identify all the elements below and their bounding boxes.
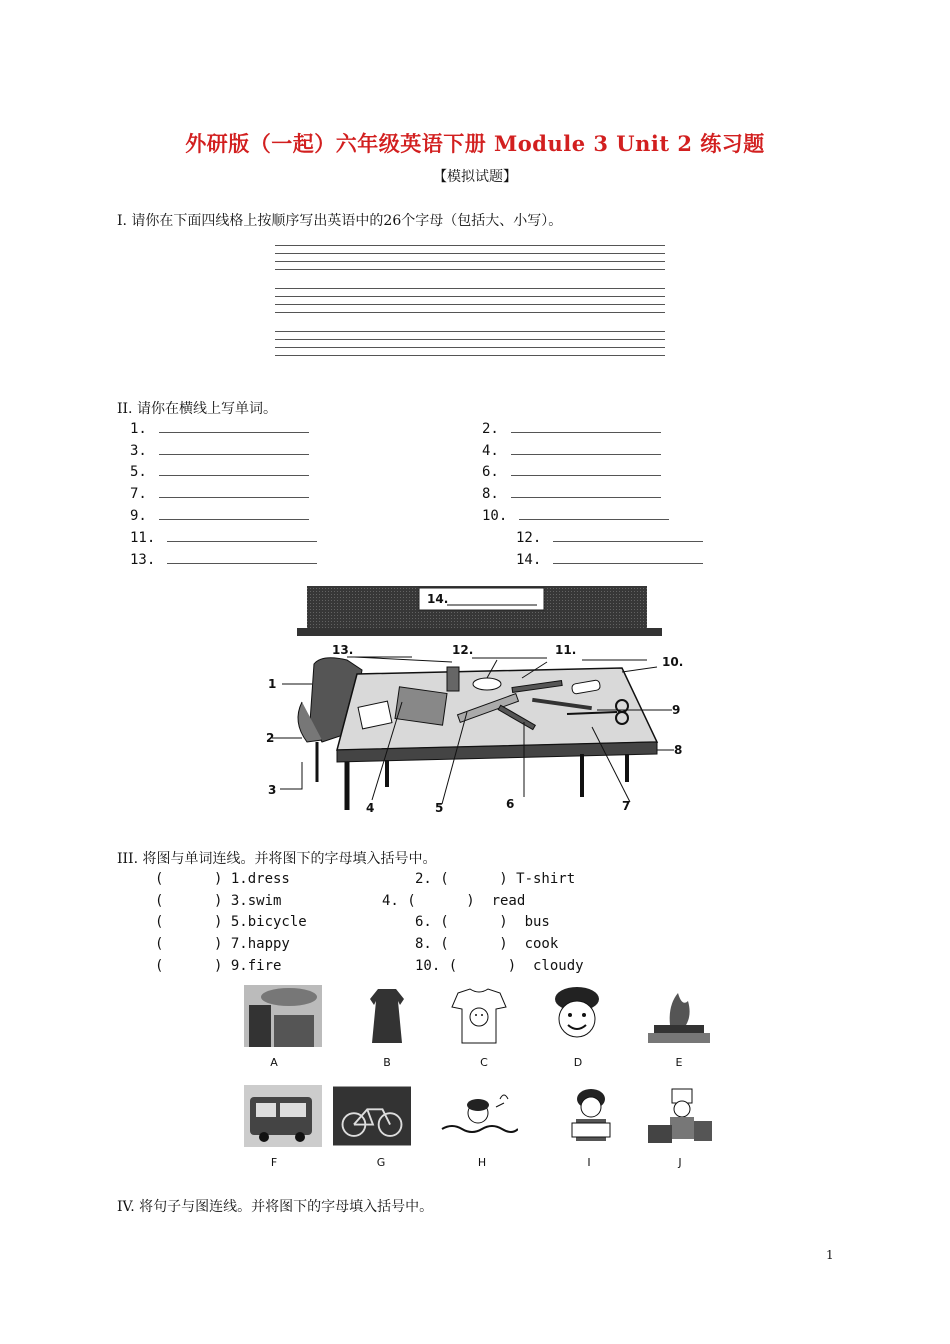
illus-label: 6 (506, 797, 515, 811)
illus-label: 14. (427, 592, 449, 606)
page-number: 1 (826, 1248, 834, 1262)
blank-item[interactable]: 9. (130, 507, 309, 524)
grid-line (275, 355, 665, 356)
blank-item[interactable]: 6. (482, 463, 661, 480)
page-title: 外研版（一起）六年级英语下册 Module 3 Unit 2 练习题 (185, 131, 765, 156)
match-item[interactable]: ( ) 7.happy (155, 936, 290, 952)
blank-item[interactable]: 2. (482, 420, 661, 437)
picture-label: J (678, 1156, 682, 1169)
picture-label: I (587, 1156, 591, 1169)
grid-line (275, 347, 665, 348)
grid-line (275, 312, 665, 313)
match-item[interactable]: ( ) 1.dress (155, 871, 290, 887)
picture-read (552, 1085, 630, 1147)
illus-label: 7 (622, 799, 631, 813)
picture-bus (244, 1085, 322, 1147)
illus-label: 12. (452, 643, 474, 657)
picture-fire (640, 985, 718, 1047)
match-item[interactable]: ( ) 5.bicycle (155, 914, 307, 930)
picture-label: C (480, 1056, 488, 1069)
illus-label: 9 (672, 703, 681, 717)
grid-line (275, 245, 665, 246)
match-item[interactable]: 4. ( ) read (382, 893, 526, 909)
match-item[interactable]: 8. ( ) cook (415, 936, 559, 952)
illus-label: 1 (268, 677, 277, 691)
illus-label: 8 (674, 743, 683, 757)
chalk-ledge (297, 628, 662, 636)
picture-cloudy (244, 985, 322, 1047)
picture-label: F (270, 1156, 278, 1169)
blank-item[interactable]: 4. (482, 442, 661, 459)
grid-line (275, 261, 665, 262)
illus-label: 11. (555, 643, 577, 657)
section2-heading: II. 请你在横线上写单词。 (117, 401, 277, 417)
picture-happy (538, 985, 616, 1047)
picture-label: H (477, 1156, 487, 1169)
match-item[interactable]: 2. ( ) T-shirt (415, 871, 576, 887)
section3-heading: III. 将图与单词连线。并将图下的字母填入括号中。 (117, 851, 437, 867)
grid-line (275, 296, 665, 297)
blank-item[interactable]: 12. (516, 529, 703, 546)
illus-label: 5 (435, 801, 444, 814)
grid-line (275, 331, 665, 332)
picture-label: D (573, 1056, 583, 1069)
illus-label: 13. (332, 643, 354, 657)
blank-item[interactable]: 7. (130, 485, 309, 502)
illus-label: 10. (662, 655, 684, 669)
blank-item[interactable]: 5. (130, 463, 309, 480)
grid-line (275, 269, 665, 270)
grid-line (275, 339, 665, 340)
page-subtitle: 【模拟试题】 (433, 169, 517, 185)
match-item[interactable]: ( ) 3.swim (155, 893, 282, 909)
grid-line (275, 304, 665, 305)
picture-cook (640, 1085, 718, 1147)
illus-label: 4 (366, 801, 375, 814)
blank-item[interactable]: 11. (130, 529, 317, 546)
picture-dress (348, 985, 426, 1047)
eraser (473, 678, 501, 690)
picture-label: E (675, 1056, 683, 1069)
picture-t-shirt (440, 985, 518, 1047)
classroom-illustration (262, 582, 698, 814)
picture-label: B (383, 1056, 391, 1069)
section1-heading: I. 请你在下面四线格上按顺序写出英语中的26个字母（包括大、小写）。 (117, 213, 563, 229)
picture-bicycle (333, 1085, 411, 1147)
blank-item[interactable]: 10. (482, 507, 669, 524)
picture-label: G (376, 1156, 386, 1169)
blank-item[interactable]: 1. (130, 420, 309, 437)
match-item[interactable]: 6. ( ) bus (415, 914, 550, 930)
blank-item[interactable]: 14. (516, 551, 703, 568)
blank-item[interactable]: 3. (130, 442, 309, 459)
picture-swim (440, 1085, 518, 1147)
glue (447, 667, 459, 691)
illus-label: 3 (268, 783, 277, 797)
picture-label: A (270, 1056, 278, 1069)
book (395, 687, 447, 725)
match-item[interactable]: ( ) 9.fire (155, 958, 282, 974)
grid-line (275, 253, 665, 254)
match-item[interactable]: 10. ( ) cloudy (415, 958, 584, 974)
blank-item[interactable]: 13. (130, 551, 317, 568)
grid-line (275, 288, 665, 289)
section4-heading: IV. 将句子与图连线。并将图下的字母填入括号中。 (117, 1199, 434, 1215)
illus-label: 2 (266, 731, 275, 745)
blank-item[interactable]: 8. (482, 485, 661, 502)
